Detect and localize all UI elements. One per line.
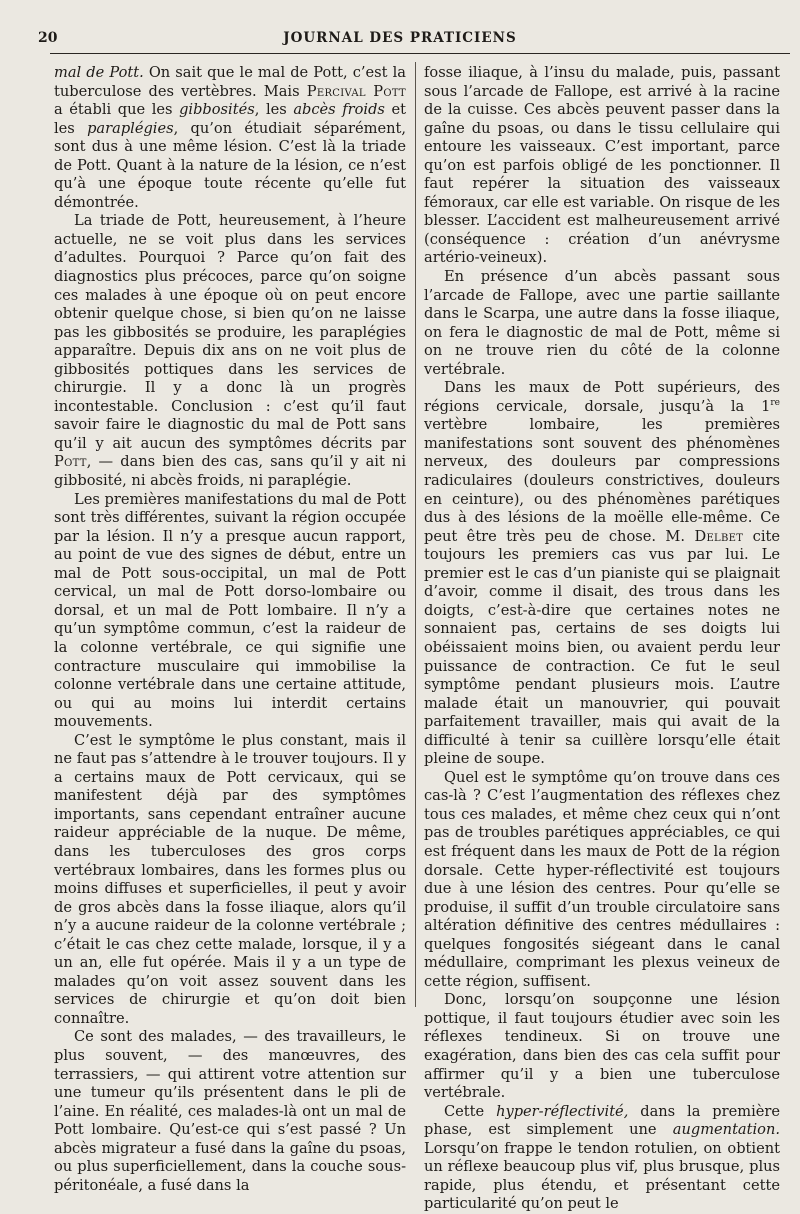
text-run: a établi que les (54, 101, 180, 119)
text-run: , — dans bien des cas, sans qu’il y ait ni gibbosité, ni abcès froids, ni paraplégie. (54, 453, 406, 490)
italic-term: hyper-réflectivité, (496, 1102, 629, 1120)
page-header (0, 30, 800, 54)
paragraph: Donc, lorsqu’on soupçonne une lésion pottique, il faut toujours étudier avec soin les réflexes tendineux. Si on trouve une exagération, dans bien des cas cela suffit pour affirmer qu’il y a bien une tuberculose vertébrale. (424, 991, 780, 1102)
author-name: Delbet (694, 527, 744, 545)
text-run: vertèbre lombaire, les premières manifestations sont souvent des phénomènes nerveux, des douleurs par compressions radiculaires (douleurs constrictives, douleurs en ceinture), ou des phénomènes parétiques dus à des lésions de la moëlle elle-même. Ce peut être très peu de chose. M. (424, 416, 780, 545)
paragraph (424, 379, 780, 768)
author-name: Pott (54, 453, 87, 471)
paragraph: C’est le symptôme le plus constant, mais il ne faut pas s’attendre à le trouver toujours. Il y a certains maux de Pott cervicaux, qui se manifestent déjà par des symptômes importants, sans cependant entraîner aucune raideur appréciable de la nuque. De même, dans les tuberculoses des gros corps vertébraux lombaires, dans les formes plus ou moins diffuses et superficielles, il peut y avoir de gros abcès dans la fosse iliaque, alors qu’il n’y a aucune raideur de la colonne vertébrale ; c’était le cas chez cette malade, lorsque, il y a un an, elle fut opérée. Mais il y a un type de malades qu’on voit assez souvent dans les services de chirurgie et qu’on doit bien connaître. (54, 731, 406, 1027)
italic-term: augmentation. (672, 1121, 780, 1139)
paragraph: Les premières manifestations du mal de Pott sont très différentes, suivant la région occupée par la lésion. Il n’y a presque aucun rapport, au point de vue des signes de début, entre un mal de Pott sous-occipital, un mal de Pott cervical, un mal de Pott dorso-lombaire ou dorsal, et un mal de Pott lombaire. Il n’y a qu’un symptôme commun, c’est la raideur de la colonne vertébrale, ce qui signifie une contracture musculaire qui immobilise la colonne vertébrale dans une certaine attitude, ou qui au moins lui interdit certains mouvements. (54, 490, 406, 731)
italic-term: mal de Pott. (54, 64, 144, 81)
superscript: re (770, 397, 780, 408)
paragraph: En présence d’un abcès passant sous l’arcade de Fallope, avec une partie saillante dans le Scarpa, une autre dans la fosse iliaque, on fera le diagnostic de mal de Pott, même si on ne trouve rien du côté de la colonne vertébrale. (424, 268, 780, 378)
text-run: , les (254, 101, 294, 119)
paragraph: fosse iliaque, à l’insu du malade, puis, passant sous l’arcade de Fallope, est arrivé à la racine de la cuisse. Ces abcès peuvent passer dans la gaîne du psoas, ou dans le tissu cellulaire qui entoure les vaisseaux. C’est important, parce qu’on est parfois obligé de les ponctionner. Il faut repérer la situation des vaisseaux fémoraux, car elle est variable. On risque de les blesser. L’accident est malheureusement arrivé (conséquence : création d’un anévrysme artério-veineux). (424, 64, 780, 267)
paragraph: Ce sont des malades, — des travailleurs, le plus souvent, — des manœuvres, des terrassiers, — qui attirent votre attention sur une tumeur qu’ils présentent dans le pli de l’aine. En réalité, ces malades-là ont un mal de Pott lombaire. Qu’est-ce qui s’est passé ? Un abcès migrateur a fusé dans la gaîne du psoas, ou plus superficiellement, dans la couche sous-péritonéale, a fusé dans la (54, 1028, 406, 1194)
text-run: On sait que le mal de Pott, c’est la tuberculose des vertèbres. Mais (54, 64, 406, 100)
text-run: et les (54, 101, 406, 137)
italic-term: gibbosités (179, 101, 255, 119)
page-number: 20 (38, 30, 58, 46)
italic-term: paraplégies (87, 119, 174, 137)
column-divider (415, 62, 416, 1007)
text-run: Cette (444, 1102, 497, 1120)
author-name: Percival Pott (306, 82, 406, 100)
text-run: Dans les maux de Pott supérieurs, des régions cervicale, dorsale, jusqu’à la 1 (424, 379, 780, 415)
text-run: La triade de Pott, heureusement, à l’heure actuelle, ne se voit plus dans les services d’adultes. Pourquoi ? Parce qu’on fait des diagnostics plus précoces, parce qu’on soigne ces malades à une époque où on peut encore obtenir quelque chose, si bien qu’on ne laisse pas les gibbosités se produire, les paraplégies apparaître. Depuis dix ans on ne voit plus de gibbosités pottiques dans les services de chirurgie. Il y a donc là un progrès incontestable. Conclusion : c’est qu’il faut savoir faire le diagnostic du mal de Pott sans qu’il y ait aucun des symptômes décrits par (54, 212, 406, 452)
text-run: , qu’on étudiait séparément, sont dus à une même lésion. C’est là la triade de Pott. Quant à la nature de la lésion, ce n’est qu’à une époque toute récente qu’elle fut démontrée. (54, 119, 406, 211)
italic-term: abcès froids (293, 101, 385, 119)
left-column (54, 64, 406, 1194)
text-run: Lorsqu’on frappe le tendon rotulien, on obtient un réflexe beaucoup plus vif, plus brusque, plus rapide, plus étendu, et présentant cette particularité qu’on peut le (424, 1139, 780, 1213)
right-column (424, 64, 780, 1213)
paragraph (424, 1103, 780, 1214)
running-head-title: JOURNAL DES PRATICIENS (283, 30, 517, 46)
header-rule (50, 53, 790, 54)
paragraph (54, 64, 406, 212)
paragraph: Quel est le symptôme qu’on trouve dans ces cas-là ? C’est l’augmentation des réflexes chez tous ces malades, et même chez ceux qui n’ont pas de troubles parétiques appréciables, ce qui est fréquent dans les maux de Pott de la région dorsale. Cette hyper-réflectivité est toujours due à une lésion des centres. Pour qu’elle se produise, il suffit d’un trouble circulatoire sans altération définitive des centres médullaires : quelques fongosités siégeant dans le canal médullaire, comprimant les plexus veineux de cette région, suffisent. (424, 768, 780, 990)
text-run: cite toujours les premiers cas vus par lui. Le premier est le cas d’un pianiste qui se plaignait d’avoir, comme il disait, des trous dans les doigts, c’est-à-dire que certaines notes ne sonnaient pas, certains de ses doigts lui obéissaient moins bien, ou avaient perdu leur puissance de contraction. Ce fut le seul symptôme pendant plusieurs mois. L’autre malade était un manouvrier, qui pouvait parfaitement travailler, mais qui avait de la difficulté à tenir sa cuillère lorsqu’elle était pleine de soupe. (424, 527, 780, 768)
text-run: dans la première phase, est simplement une (424, 1102, 780, 1139)
paragraph (54, 212, 406, 490)
